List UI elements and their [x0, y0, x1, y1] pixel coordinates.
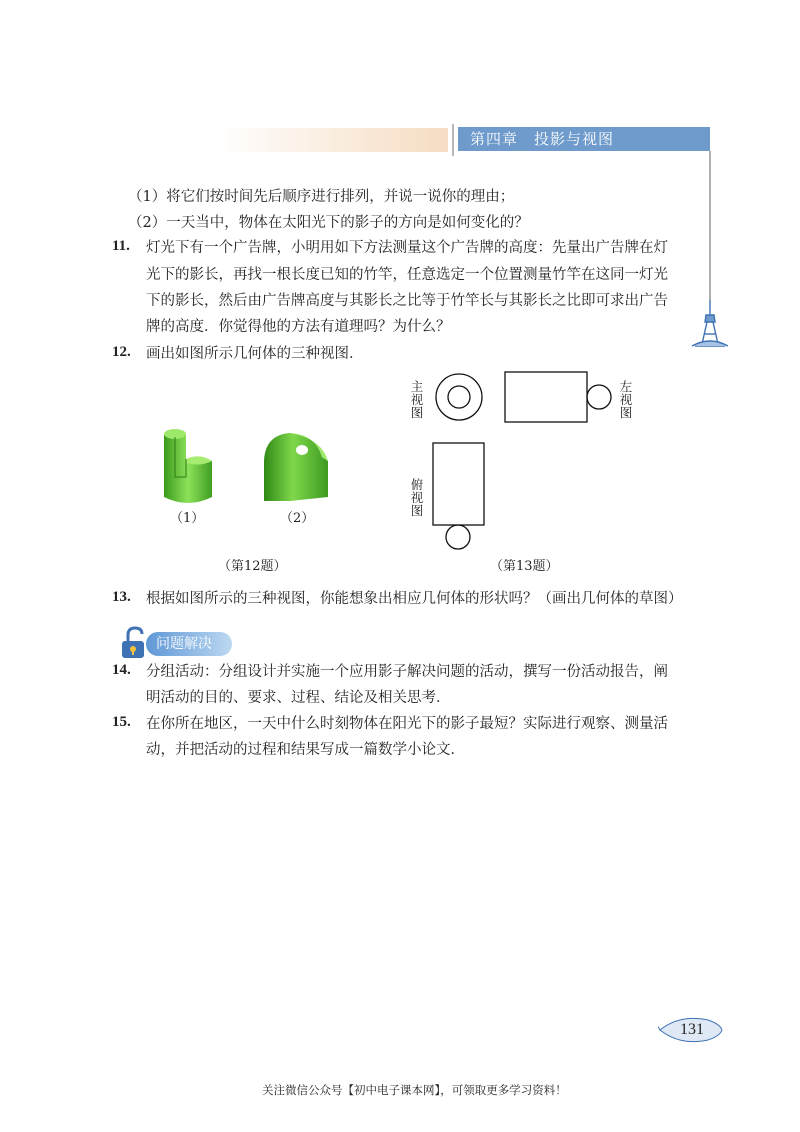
q14-line: 分组活动：分组设计并实施一个应用影子解决问题的活动，撰写一份活动报告，阐 [146, 664, 668, 680]
figure-12-label-1: （1） [170, 511, 205, 526]
figure-13-views [425, 365, 625, 555]
header-divider [452, 124, 454, 156]
tower-icon [692, 300, 728, 346]
margin-decoration [690, 150, 740, 350]
q15-line: 动，并把活动的过程和结果写成一篇数学小论文． [146, 742, 465, 758]
question-number: 13. [112, 589, 131, 605]
header-gradient [215, 128, 448, 152]
chapter-title: 第四章 投影与视图 [458, 127, 710, 151]
figure-12-caption: （第12题） [218, 559, 287, 574]
q12-text: 画出如图所示几何体的三种视图． [146, 346, 364, 362]
left-view [505, 372, 611, 422]
q10-subquestion-1: （1）将它们按时间先后顺序进行排列，并说一说你的理由； [128, 189, 515, 205]
question-number: 12. [112, 344, 131, 360]
q11-line: 灯光下有一个广告牌，小明用如下方法测量这个广告牌的高度：先量出广告牌在灯 [146, 240, 668, 256]
question-number: 15. [112, 714, 131, 730]
q14-line: 明活动的目的、要求、过程、结论及相关思考． [146, 690, 451, 706]
question-number: 14. [112, 662, 131, 678]
left-view-label: 左视图 [619, 379, 633, 420]
q10-subquestion-2: （2）一天当中，物体在太阳光下的影子的方向是如何变化的？ [128, 215, 529, 231]
front-view-label: 主视图 [410, 379, 424, 420]
solid-1-shape [164, 429, 212, 503]
front-view [436, 374, 482, 420]
figure-13-caption: （第13题） [490, 559, 559, 574]
question-number: 11. [112, 238, 130, 254]
top-view-label: 俯视图 [410, 477, 424, 518]
solid-2-shape [264, 433, 328, 501]
figure-12-label-2: （2） [280, 511, 315, 526]
q11-line: 牌的高度．你觉得他的方法有道理吗？为什么？ [146, 319, 451, 335]
top-view [433, 443, 484, 549]
q11-line: 下的影长，然后由广告牌高度与其影长之比等于竹竿长与其影长之比即可求出广告 [146, 293, 668, 309]
section-title: 问题解决 [146, 632, 232, 656]
figure-12-solids [150, 415, 360, 515]
q13-text: 根据如图所示的三种视图，你能想象出相应几何体的形状吗？（画出几何体的草图） [146, 591, 683, 607]
page-number: 131 [680, 1021, 704, 1038]
q15-line: 在你所在地区，一天中什么时刻物体在阳光下的影子最短？实际进行观察、测量活 [146, 716, 668, 732]
q11-line: 光下的影长，再找一根长度已知的竹竿，任意选定一个位置测量竹竿在这同一灯光 [146, 267, 668, 283]
footer-note: 关注微信公众号【初中电子课本网】，可领取更多学习资料！ [262, 1083, 567, 1097]
